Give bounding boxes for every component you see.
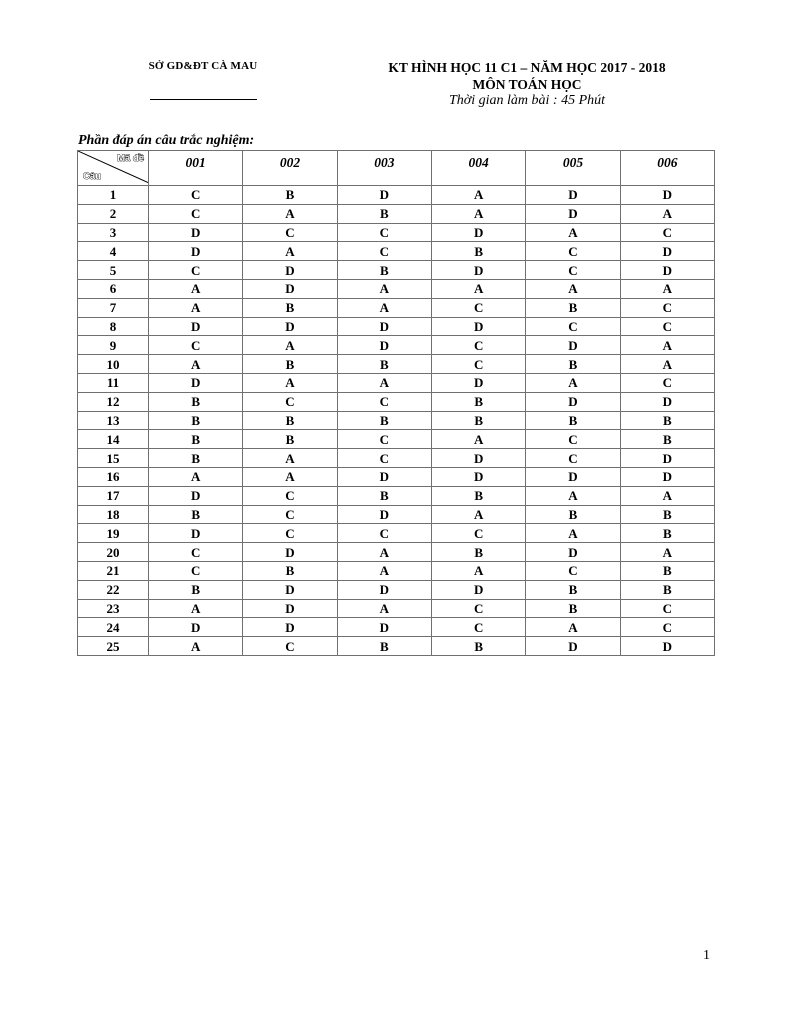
table-row — [78, 336, 715, 355]
answer-cell: D — [620, 392, 714, 411]
table-row — [78, 486, 715, 505]
answer-cell: B — [526, 580, 620, 599]
answer-cell: B — [243, 355, 337, 374]
question-number-cell: 21 — [78, 561, 149, 580]
answer-cell: B — [149, 505, 243, 524]
answer-cell: C — [431, 599, 525, 618]
answer-cell: D — [431, 261, 525, 280]
answer-cell: A — [337, 561, 431, 580]
answer-cell: B — [526, 411, 620, 430]
answer-cell: D — [337, 580, 431, 599]
answer-cell: B — [620, 524, 714, 543]
answer-cell: C — [431, 355, 525, 374]
answer-cell: A — [149, 279, 243, 298]
answer-cell: A — [620, 486, 714, 505]
answer-cell: D — [526, 637, 620, 656]
answer-cell: A — [526, 486, 620, 505]
answer-cell: A — [337, 279, 431, 298]
answer-cell: A — [243, 449, 337, 468]
answer-cell: C — [337, 223, 431, 242]
header-divider — [150, 99, 257, 100]
answer-cell: D — [431, 467, 525, 486]
table-row — [78, 430, 715, 449]
question-number-cell: 7 — [78, 298, 149, 317]
question-number-cell: 3 — [78, 223, 149, 242]
answer-cell: A — [431, 204, 525, 223]
answer-cell: C — [149, 186, 243, 205]
question-number-cell: 25 — [78, 637, 149, 656]
answer-cell: D — [337, 618, 431, 637]
answer-cell: B — [243, 430, 337, 449]
question-number-cell: 5 — [78, 261, 149, 280]
table-corner-cell — [78, 151, 149, 186]
answer-cell: C — [243, 223, 337, 242]
answer-cell: A — [526, 524, 620, 543]
question-number-cell: 8 — [78, 317, 149, 336]
answer-cell: C — [149, 261, 243, 280]
answer-cell: B — [431, 411, 525, 430]
answer-cell: D — [337, 317, 431, 336]
answer-cell: B — [431, 392, 525, 411]
answer-cell: D — [149, 373, 243, 392]
answer-cell: D — [620, 242, 714, 261]
exam-title: KT HÌNH HỌC 11 C1 – NĂM HỌC 2017 - 2018 — [388, 60, 666, 75]
table-row — [78, 543, 715, 562]
answer-cell: C — [149, 561, 243, 580]
answer-cell: D — [526, 186, 620, 205]
answer-cell: B — [620, 411, 714, 430]
table-row — [78, 449, 715, 468]
table-row — [78, 355, 715, 374]
answer-cell: B — [620, 580, 714, 599]
answer-cell: B — [149, 430, 243, 449]
answer-cell: D — [431, 317, 525, 336]
answer-cell: A — [337, 543, 431, 562]
corner-question-label: Câu — [83, 171, 101, 182]
answer-cell: B — [431, 543, 525, 562]
answer-cell: B — [243, 186, 337, 205]
table-row — [78, 317, 715, 336]
table-row — [78, 618, 715, 637]
answer-cell: C — [526, 261, 620, 280]
question-number-cell: 9 — [78, 336, 149, 355]
answer-cell: D — [243, 543, 337, 562]
table-row — [78, 580, 715, 599]
answer-cell: C — [243, 505, 337, 524]
column-header-code: 001 — [149, 151, 243, 186]
answer-cell: A — [620, 355, 714, 374]
answer-cell: A — [526, 618, 620, 637]
answer-cell: D — [431, 223, 525, 242]
question-number-cell: 6 — [78, 279, 149, 298]
answer-cell: A — [243, 373, 337, 392]
answer-cell: D — [526, 543, 620, 562]
answer-cell: A — [526, 223, 620, 242]
answer-cell: D — [149, 223, 243, 242]
table-row — [78, 467, 715, 486]
answer-cell: C — [149, 336, 243, 355]
answer-cell: B — [431, 637, 525, 656]
answer-cell: A — [337, 373, 431, 392]
answer-cell: C — [526, 430, 620, 449]
question-number-cell: 20 — [78, 543, 149, 562]
answer-cell: D — [526, 336, 620, 355]
answer-cell: D — [149, 486, 243, 505]
answer-cell: B — [149, 449, 243, 468]
question-number-cell: 23 — [78, 599, 149, 618]
question-number-cell: 19 — [78, 524, 149, 543]
corner-code-label: Mã đề — [117, 153, 144, 164]
answer-cell: D — [243, 580, 337, 599]
question-number-cell: 16 — [78, 467, 149, 486]
question-number-cell: 17 — [78, 486, 149, 505]
answer-cell: D — [526, 392, 620, 411]
answer-cell: A — [526, 373, 620, 392]
table-row — [78, 298, 715, 317]
answer-cell: B — [620, 505, 714, 524]
question-number-cell: 12 — [78, 392, 149, 411]
answer-cell: A — [243, 242, 337, 261]
answer-cell: B — [149, 411, 243, 430]
answer-cell: B — [337, 204, 431, 223]
question-number-cell: 4 — [78, 242, 149, 261]
answer-cell: C — [243, 524, 337, 543]
answer-cell: A — [431, 505, 525, 524]
answer-cell: D — [620, 467, 714, 486]
answer-cell: A — [431, 561, 525, 580]
answer-cell: D — [431, 580, 525, 599]
answer-cell: C — [620, 373, 714, 392]
table-row — [78, 392, 715, 411]
question-number-cell: 18 — [78, 505, 149, 524]
column-header-code: 005 — [526, 151, 620, 186]
question-number-cell: 2 — [78, 204, 149, 223]
answer-cell: C — [620, 618, 714, 637]
exam-subject: MÔN TOÁN HỌC — [472, 76, 582, 92]
answer-cell: C — [149, 204, 243, 223]
answer-cell: C — [243, 486, 337, 505]
answer-cell: B — [337, 411, 431, 430]
answer-rows — [78, 186, 715, 656]
answer-cell: D — [337, 467, 431, 486]
question-number-cell: 14 — [78, 430, 149, 449]
answer-cell: D — [243, 618, 337, 637]
section-title: Phần đáp án câu trắc nghiệm: — [78, 133, 255, 148]
answer-cell: D — [149, 524, 243, 543]
answer-cell: D — [149, 242, 243, 261]
page-number: 1 — [703, 948, 710, 963]
answer-cell: C — [431, 524, 525, 543]
answer-cell: B — [526, 355, 620, 374]
table-row — [78, 524, 715, 543]
answer-cell: C — [526, 317, 620, 336]
answer-cell: A — [620, 336, 714, 355]
answer-cell: B — [243, 411, 337, 430]
department-name: SỞ GD&ĐT CÀ MAU — [148, 60, 258, 72]
answer-cell: A — [620, 279, 714, 298]
answer-cell: B — [431, 242, 525, 261]
answer-cell: B — [526, 298, 620, 317]
table-row — [78, 242, 715, 261]
answer-cell: A — [243, 467, 337, 486]
answer-cell: C — [431, 298, 525, 317]
table-row — [78, 599, 715, 618]
answer-cell: C — [243, 637, 337, 656]
answer-cell: A — [337, 298, 431, 317]
answer-cell: B — [526, 599, 620, 618]
answer-cell: A — [149, 637, 243, 656]
answer-cell: A — [149, 467, 243, 486]
table-row — [78, 223, 715, 242]
answer-cell: C — [526, 449, 620, 468]
answer-cell: D — [149, 317, 243, 336]
column-header-code: 002 — [243, 151, 337, 186]
answer-cell: C — [337, 524, 431, 543]
answer-cell: A — [149, 298, 243, 317]
answer-cell: A — [149, 599, 243, 618]
answer-cell: B — [431, 486, 525, 505]
answer-cell: A — [431, 279, 525, 298]
answer-cell: B — [337, 486, 431, 505]
answer-cell: B — [526, 505, 620, 524]
answer-cell: A — [243, 336, 337, 355]
answer-cell: D — [431, 373, 525, 392]
answer-cell: C — [431, 336, 525, 355]
table-header-row — [78, 151, 715, 186]
answer-cell: B — [337, 261, 431, 280]
table-row — [78, 261, 715, 280]
table-row — [78, 637, 715, 656]
answer-cell: D — [337, 336, 431, 355]
column-header-code: 003 — [337, 151, 431, 186]
answer-cell: A — [243, 204, 337, 223]
table-row — [78, 373, 715, 392]
column-header-code: 004 — [431, 151, 525, 186]
answer-cell: B — [620, 561, 714, 580]
exam-header — [352, 60, 702, 110]
answer-cell: B — [620, 430, 714, 449]
answer-cell: B — [337, 355, 431, 374]
answer-cell: C — [526, 561, 620, 580]
answer-cell: A — [620, 543, 714, 562]
answer-cell: C — [620, 223, 714, 242]
column-header-code: 006 — [620, 151, 714, 186]
answer-cell: B — [337, 637, 431, 656]
answer-cell: D — [526, 467, 620, 486]
answer-cell: C — [620, 317, 714, 336]
question-number-cell: 24 — [78, 618, 149, 637]
question-number-cell: 22 — [78, 580, 149, 599]
table-row — [78, 505, 715, 524]
answer-cell: C — [337, 392, 431, 411]
answer-cell: A — [620, 204, 714, 223]
answer-cell: A — [149, 355, 243, 374]
answer-key-table — [77, 150, 715, 656]
question-number-cell: 1 — [78, 186, 149, 205]
table-row — [78, 411, 715, 430]
answer-cell: B — [149, 392, 243, 411]
table-row — [78, 204, 715, 223]
answer-cell: D — [620, 637, 714, 656]
answer-cell: D — [243, 317, 337, 336]
question-number-cell: 13 — [78, 411, 149, 430]
answer-cell: D — [243, 599, 337, 618]
answer-cell: C — [337, 449, 431, 468]
exam-duration: Thời gian làm bài : 45 Phút — [448, 93, 606, 108]
answer-cell: D — [620, 449, 714, 468]
question-number-cell: 10 — [78, 355, 149, 374]
answer-cell: C — [243, 392, 337, 411]
table-row — [78, 186, 715, 205]
answer-cell: D — [149, 618, 243, 637]
answer-cell: D — [243, 279, 337, 298]
question-number-cell: 11 — [78, 373, 149, 392]
table-row — [78, 561, 715, 580]
answer-cell: D — [620, 261, 714, 280]
question-number-cell: 15 — [78, 449, 149, 468]
answer-cell: D — [337, 505, 431, 524]
answer-cell: D — [431, 449, 525, 468]
answer-cell: C — [337, 430, 431, 449]
answer-cell: D — [526, 204, 620, 223]
answer-cell: B — [149, 580, 243, 599]
answer-cell: A — [337, 599, 431, 618]
answer-cell: D — [243, 261, 337, 280]
table-row — [78, 279, 715, 298]
answer-cell: A — [526, 279, 620, 298]
answer-cell: B — [243, 298, 337, 317]
answer-cell: C — [149, 543, 243, 562]
answer-cell: C — [526, 242, 620, 261]
answer-cell: B — [243, 561, 337, 580]
answer-cell: C — [620, 599, 714, 618]
answer-cell: C — [337, 242, 431, 261]
answer-cell: D — [620, 186, 714, 205]
answer-cell: C — [620, 298, 714, 317]
answer-cell: D — [337, 186, 431, 205]
answer-cell: C — [431, 618, 525, 637]
answer-cell: A — [431, 430, 525, 449]
answer-cell: A — [431, 186, 525, 205]
